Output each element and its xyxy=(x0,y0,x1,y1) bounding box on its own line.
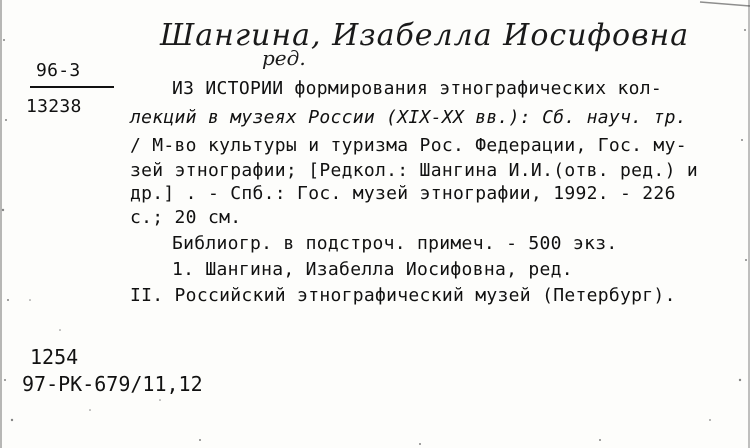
note-subject-2: II. Российский этнографический музей (Петербург). xyxy=(130,285,676,306)
handwritten-author-name: Шангина, Изабелла Иосифовна xyxy=(160,18,690,53)
call-number xyxy=(26,60,122,118)
call-number-divider xyxy=(30,86,114,88)
note-subject-1: 1. Шангина, Изабелла Иосифовна, ред. xyxy=(172,259,573,280)
note-bibliography: Библиогр. в подстроч. примеч. - 500 экз. xyxy=(172,233,618,254)
body-line-6: с.; 20 см. xyxy=(130,207,242,228)
body-line-5: др.] . - Спб.: Гос. музей этнографии, 1992. - 226 xyxy=(130,183,676,204)
call-number-bottom: 13238 xyxy=(26,96,82,117)
footer-code: 1254 xyxy=(30,345,79,369)
body-line-2: лекций в музеях России (XIX-XX вв.): Сб. науч. тр. xyxy=(130,107,687,128)
body-line-1: ИЗ ИСТОРИИ формирования этнографических кол- xyxy=(172,78,663,99)
footer-inventory: 97-PK-679/11,12 xyxy=(22,372,203,396)
call-number-top: 96-3 xyxy=(36,60,81,81)
handwritten-role: ред. xyxy=(262,46,306,70)
body-line-4: зей этнографии; [Редкол.: Шангина И.И.(отв. ред.) и xyxy=(130,160,698,181)
body-line-3: / М-во культуры и туризма Рос. Федерации, Гос. му- xyxy=(130,135,687,156)
